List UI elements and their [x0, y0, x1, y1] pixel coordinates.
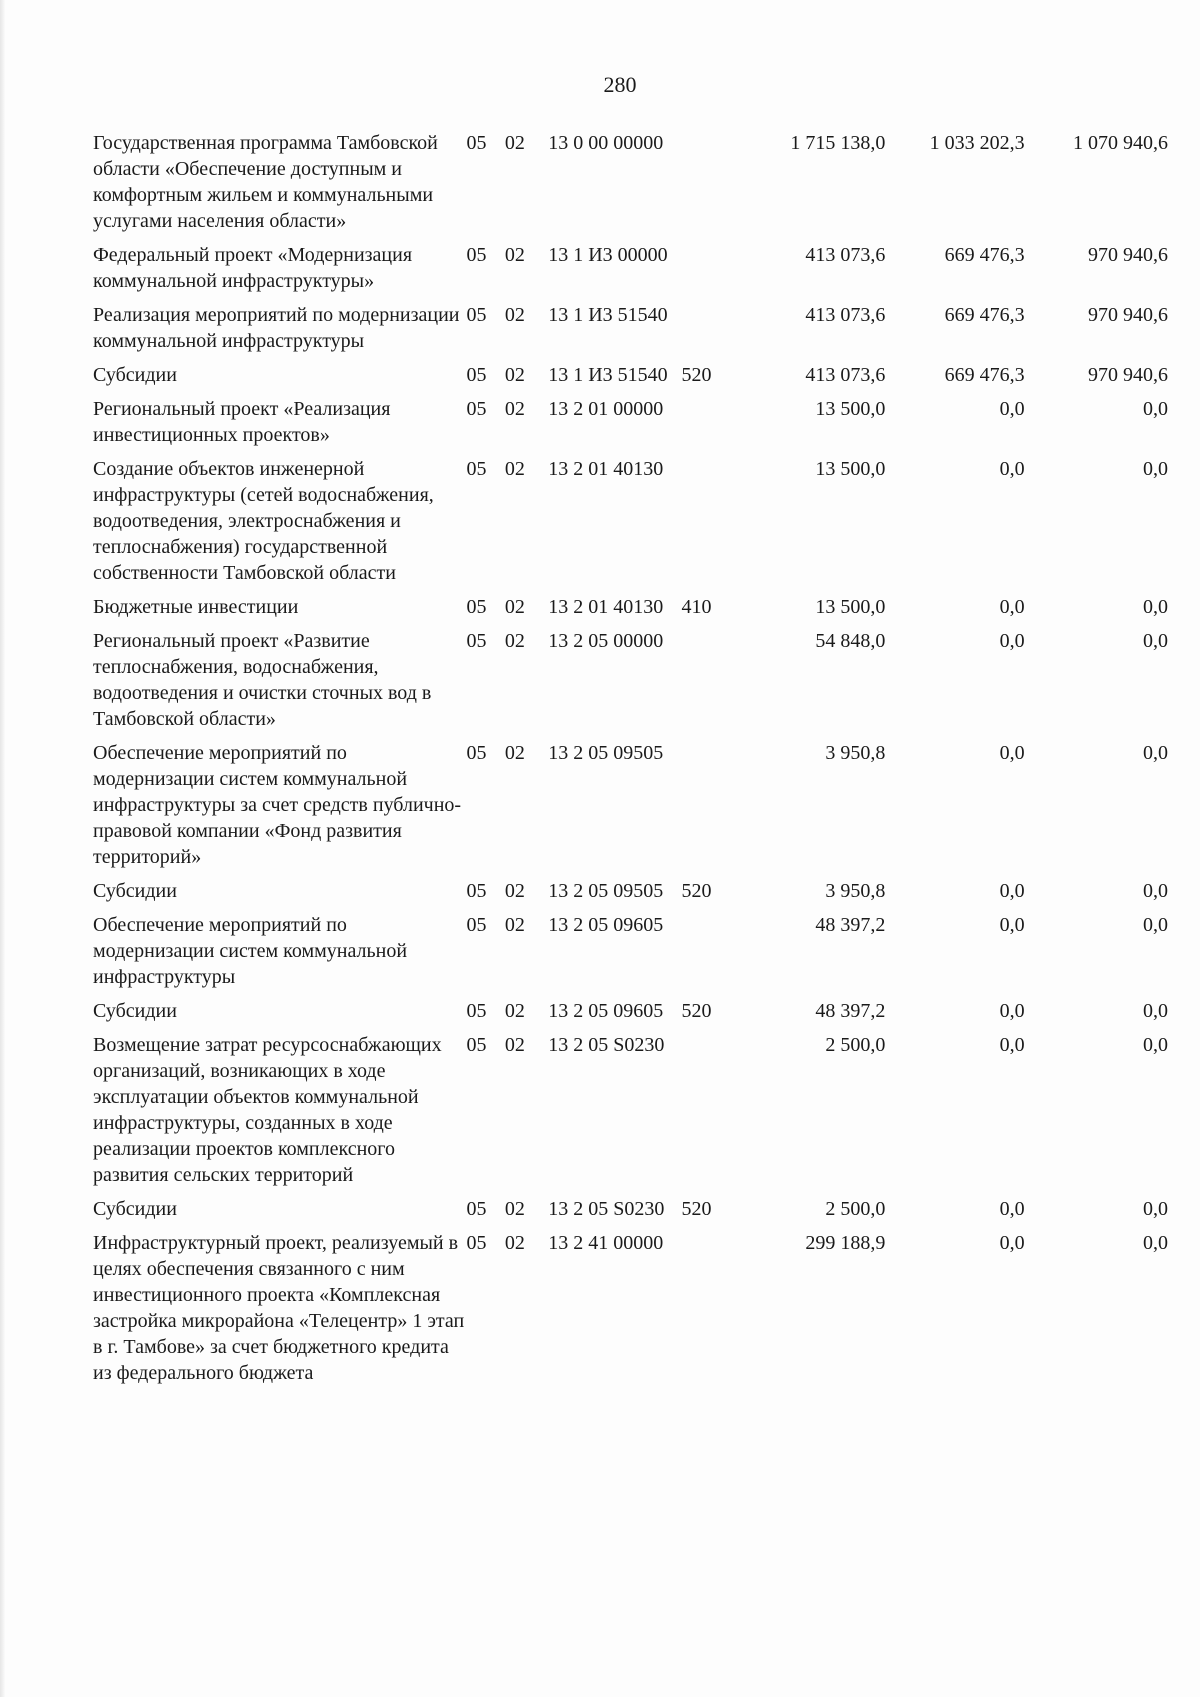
table-row: [93, 1032, 1168, 1196]
row-name: Субсидии: [93, 1000, 177, 1022]
amount-year-2: 0,0: [999, 1000, 1025, 1022]
row-name: Инфраструктурный проект, реализуемый в целях обеспечения связанного с ним инвестиционного проекта «Комплексная застройка микрорайона «Телецентр» 1 этап в г. Тамбове» за счет бюджетного кредита из федерального бюджета: [93, 1232, 465, 1384]
expense-type-code: [681, 302, 733, 362]
table-row: [93, 302, 1168, 362]
target-article-code: 13 2 41 00000: [548, 1232, 664, 1254]
amount-year-1: 54 848,0: [815, 630, 886, 652]
expense-type-code: 520: [681, 1198, 712, 1220]
target-article-code: 13 2 05 00000: [548, 630, 664, 652]
amount-year-2: 0,0: [999, 1232, 1025, 1254]
row-name: Возмещение затрат ресурсоснабжающих организаций, возникающих в ходе эксплуатации объектов коммунальной инфраструктуры, созданных в ходе реализации проектов комплексного развития сельских территорий: [93, 1034, 442, 1186]
target-article-code: 13 1 И3 51540: [548, 304, 668, 326]
section-code: 05: [466, 1000, 487, 1022]
table-row: [93, 130, 1168, 242]
section-code: 05: [466, 364, 487, 386]
table-row: [93, 878, 1168, 912]
row-name: Реализация мероприятий по модернизации коммунальной инфраструктуры: [93, 304, 460, 352]
subsection-code: 02: [504, 458, 525, 480]
row-name: Обеспечение мероприятий по модернизации систем коммунальной инфраструктуры за счет средств публично-правовой компании «Фонд развития территорий»: [93, 742, 462, 868]
amount-year-2: 0,0: [999, 914, 1025, 936]
expense-type-code: [681, 242, 733, 302]
amount-year-2: 0,0: [999, 742, 1025, 764]
amount-year-1: 48 397,2: [815, 914, 886, 936]
amount-year-1: 13 500,0: [815, 398, 886, 420]
amount-year-3: 0,0: [1143, 1232, 1168, 1254]
subsection-code: 02: [504, 1000, 525, 1022]
target-article-code: 13 2 05 09605: [548, 914, 664, 936]
subsection-code: 02: [504, 1232, 525, 1254]
amount-year-1: 413 073,6: [805, 364, 886, 386]
row-name: Обеспечение мероприятий по модернизации систем коммунальной инфраструктуры: [93, 914, 408, 988]
section-code: 05: [466, 304, 487, 326]
target-article-code: 13 2 01 40130: [548, 458, 664, 480]
amount-year-2: 0,0: [999, 1198, 1025, 1220]
row-name: Субсидии: [93, 364, 177, 386]
amount-year-3: 970 940,6: [1088, 304, 1168, 326]
row-name: Бюджетные инвестиции: [93, 596, 299, 618]
section-code: 05: [466, 914, 487, 936]
amount-year-3: 0,0: [1143, 630, 1168, 652]
subsection-code: 02: [504, 132, 525, 154]
amount-year-1: 2 500,0: [825, 1198, 886, 1220]
subsection-code: 02: [504, 244, 525, 266]
target-article-code: 13 2 05 S0230: [548, 1034, 665, 1056]
amount-year-3: 970 940,6: [1088, 244, 1168, 266]
row-name: Региональный проект «Развитие теплоснабжения, водоснабжения, водоотведения и очистки сточных вод в Тамбовской области»: [93, 630, 432, 730]
amount-year-2: 669 476,3: [944, 304, 1025, 326]
expense-type-code: [681, 628, 733, 740]
row-name: Государственная программа Тамбовской области «Обеспечение доступным и комфортным жильем и коммунальными услугами населения области»: [93, 132, 438, 232]
target-article-code: 13 2 05 09605: [548, 1000, 664, 1022]
section-code: 05: [466, 880, 487, 902]
expense-type-code: 410: [681, 596, 712, 618]
amount-year-1: 13 500,0: [815, 596, 886, 618]
table-row: [93, 456, 1168, 594]
expense-type-code: 520: [681, 880, 712, 902]
table-row: [93, 912, 1168, 998]
section-code: 05: [466, 1198, 487, 1220]
scan-edge: [0, 0, 6, 1697]
table-row: [93, 396, 1168, 456]
amount-year-3: 0,0: [1143, 880, 1168, 902]
subsection-code: 02: [504, 742, 525, 764]
amount-year-1: 3 950,8: [825, 880, 886, 902]
amount-year-3: 970 940,6: [1088, 364, 1168, 386]
amount-year-3: 0,0: [1143, 914, 1168, 936]
amount-year-2: 669 476,3: [944, 364, 1025, 386]
page-number: 280: [603, 72, 637, 97]
target-article-code: 13 1 И3 00000: [548, 244, 668, 266]
section-code: 05: [466, 1034, 487, 1056]
target-article-code: 13 2 01 00000: [548, 398, 664, 420]
subsection-code: 02: [504, 914, 525, 936]
section-code: 05: [466, 630, 487, 652]
subsection-code: 02: [504, 398, 525, 420]
amount-year-3: 1 070 940,6: [1073, 132, 1168, 154]
table-row: [93, 1196, 1168, 1230]
section-code: 05: [466, 596, 487, 618]
amount-year-1: 1 715 138,0: [790, 132, 886, 154]
subsection-code: 02: [504, 364, 525, 386]
amount-year-2: 0,0: [999, 458, 1025, 480]
table-row: [93, 242, 1168, 302]
expense-type-code: [681, 396, 733, 456]
expense-type-code: 520: [681, 1000, 712, 1022]
expense-type-code: [681, 1230, 733, 1394]
amount-year-3: 0,0: [1143, 1034, 1168, 1056]
subsection-code: 02: [504, 1034, 525, 1056]
section-code: 05: [466, 458, 487, 480]
section-code: 05: [466, 244, 487, 266]
section-code: 05: [466, 1232, 487, 1254]
amount-year-1: 3 950,8: [825, 742, 886, 764]
row-name: Субсидии: [93, 880, 177, 902]
target-article-code: 13 2 05 09505: [548, 880, 664, 902]
row-name: Создание объектов инженерной инфраструктуры (сетей водоснабжения, водоотведения, электроснабжения и теплоснабжения) государственной собственности Тамбовской области: [93, 458, 434, 584]
target-article-code: 13 1 И3 51540: [548, 364, 668, 386]
section-code: 05: [466, 742, 487, 764]
section-code: 05: [466, 132, 487, 154]
amount-year-1: 48 397,2: [815, 1000, 886, 1022]
section-code: 05: [466, 398, 487, 420]
amount-year-1: 13 500,0: [815, 458, 886, 480]
target-article-code: 13 2 05 S0230: [548, 1198, 665, 1220]
target-article-code: 13 2 05 09505: [548, 742, 664, 764]
subsection-code: 02: [504, 880, 525, 902]
row-name: Федеральный проект «Модернизация коммунальной инфраструктуры»: [93, 244, 413, 292]
amount-year-2: 1 033 202,3: [929, 132, 1025, 154]
row-name: Региональный проект «Реализация инвестиционных проектов»: [93, 398, 391, 446]
amount-year-1: 413 073,6: [805, 304, 886, 326]
amount-year-1: 299 188,9: [805, 1232, 886, 1254]
table-row: [93, 740, 1168, 878]
table-row: [93, 628, 1168, 740]
amount-year-3: 0,0: [1143, 1198, 1168, 1220]
amount-year-3: 0,0: [1143, 458, 1168, 480]
row-name: Субсидии: [93, 1198, 177, 1220]
table-row: [93, 1230, 1168, 1394]
amount-year-3: 0,0: [1143, 596, 1168, 618]
table-row: [93, 594, 1168, 628]
amount-year-2: 0,0: [999, 880, 1025, 902]
amount-year-1: 413 073,6: [805, 244, 886, 266]
expense-type-code: [681, 1032, 733, 1196]
amount-year-2: 669 476,3: [944, 244, 1025, 266]
expense-type-code: 520: [681, 364, 712, 386]
expense-type-code: [681, 740, 733, 878]
amount-year-1: 2 500,0: [825, 1034, 886, 1056]
expense-type-code: [681, 456, 733, 594]
amount-year-3: 0,0: [1143, 742, 1168, 764]
budget-table: [93, 130, 1168, 1394]
table-row: [93, 998, 1168, 1032]
amount-year-2: 0,0: [999, 596, 1025, 618]
target-article-code: 13 0 00 00000: [548, 132, 664, 154]
amount-year-2: 0,0: [999, 398, 1025, 420]
expense-type-code: [681, 912, 733, 998]
amount-year-2: 0,0: [999, 1034, 1025, 1056]
target-article-code: 13 2 01 40130: [548, 596, 664, 618]
table-row: [93, 362, 1168, 396]
budget-table-body: [93, 130, 1168, 1394]
subsection-code: 02: [504, 304, 525, 326]
subsection-code: 02: [504, 630, 525, 652]
subsection-code: 02: [504, 596, 525, 618]
amount-year-2: 0,0: [999, 630, 1025, 652]
amount-year-3: 0,0: [1143, 398, 1168, 420]
amount-year-3: 0,0: [1143, 1000, 1168, 1022]
expense-type-code: [681, 130, 733, 242]
subsection-code: 02: [504, 1198, 525, 1220]
